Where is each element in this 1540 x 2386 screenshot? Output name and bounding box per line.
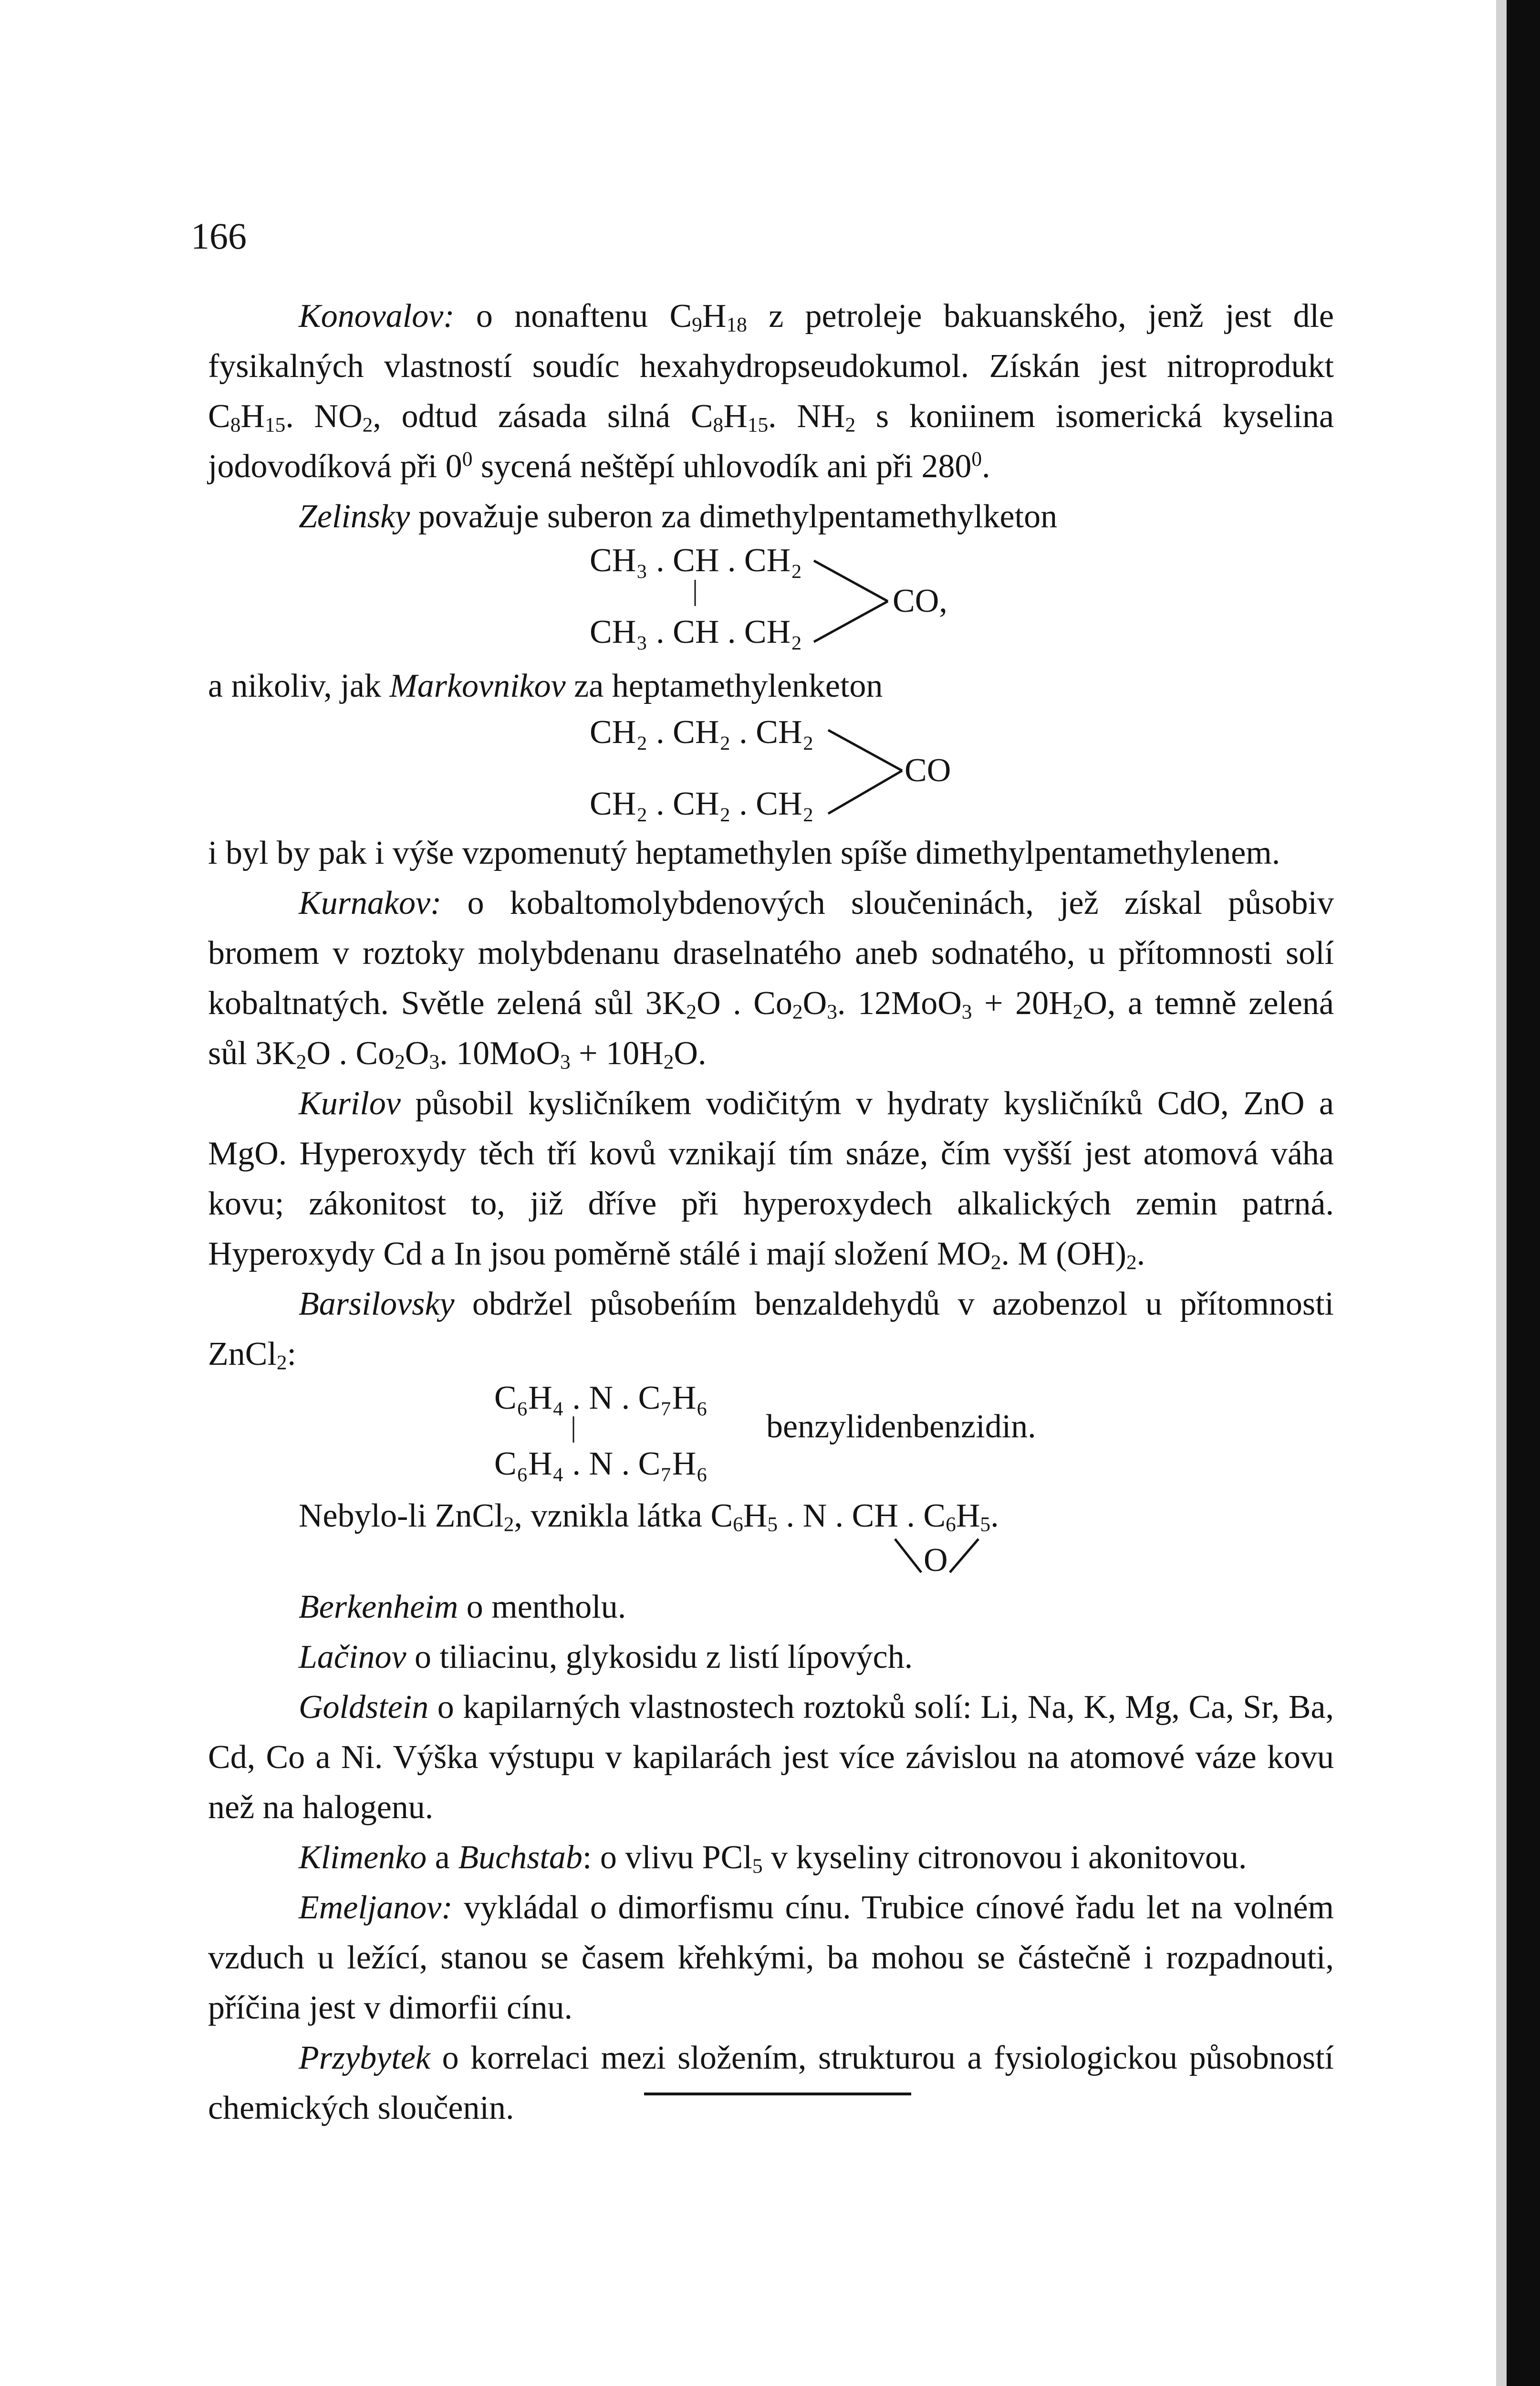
paragraph-emeljanov: Emeljanov: vykládal o dimorfismu cínu. Trubice cínové řadu let na volném vzduch u ležící, stanou se časem křehkými, ba mohou se částečně i rozpadnouti, příčina jest v dimorfii cínu. — [208, 1889, 1334, 2026]
author-markovnikov: Markovnikov — [389, 668, 566, 704]
paragraph-heptamethylen: i byl by pak i výše vzpomenutý heptamethylen spíše dimethylpentamethylenem. — [208, 835, 1280, 871]
paragraph-klimenko: Klimenko a Buchstab: o vlivu PCl$_5$ v kyseliny citronovou i akonitovou. — [299, 1839, 1247, 1878]
formula-oxide-line — [208, 1491, 1334, 1582]
paragraph-goldstein: Goldstein o kapilarných vlastnostech roztoků solí: Li, Na, K, Mg, Ca, Sr, Ba, Cd, Co a Ni. Výška výstupu v kapilarách jest více závislou na atomové váze kovu než na halogenu. — [208, 1689, 1334, 1826]
author-lacinov: Lačinov — [299, 1639, 406, 1675]
paragraph-zelinsky: Zelinsky považuje suberon za dimethylpentamethylketon — [299, 498, 1058, 535]
section-end-rule — [644, 2093, 911, 2095]
paragraph-lacinov: Lačinov o tiliacinu, glykosidu z listí lípových. — [299, 1639, 913, 1675]
author-konovalov: Konovalov: — [299, 298, 455, 335]
author-buchstab: Buchstab — [458, 1839, 583, 1876]
formula-line-bottom: CH₂ . CH₂ . CH₂ — [590, 785, 814, 822]
author-zelinsky: Zelinsky — [299, 498, 410, 535]
paragraph-kurilov: Kurilov působil kysličníkem vodičitým v hydraty kysličníků CdO, ZnO a MgO. Hyperoxydy těch tří kovů vznikají tím snáze, čím vyšší jest atomová váha kovu; zákonitost to, již dříve při hyperoxydech alkalických zemin patrná. Hyperoxydy Cd a In jsou poměrně stálé i mají složení $MO_2$. M $(OH)_2$. — [208, 1085, 1334, 1274]
formula-benzylidenbenzidin — [208, 1379, 1334, 1491]
paragraph-markovnikov: a nikoliv, jak Markovnikov za heptamethylenketon — [208, 668, 883, 704]
paragraph-kurnakov: Kurnakov: o kobaltomolybdenových sloučeninách, jež získal působiv bromem v roztoky molybdenanu draselnatého aneb sodnatého, u přítomnosti solí kobaltnatých. Světle zelená sůl $3K_2O$ . $Co_2O_3$. $12MoO_3 + 20H_2O$, a temně zelená sůl $3K_2O$ . $Co_2O_3$. $10MoO_3 + 10H_2O$. — [208, 885, 1334, 1074]
formula-dimethylpentamethylketon — [208, 542, 1334, 661]
bond-vertical: | — [571, 1411, 577, 1443]
author-emeljanov: Emeljanov: — [299, 1889, 453, 1926]
author-berkenheim: Berkenheim — [299, 1589, 458, 1625]
formula-line-top: C₆H₄ . N . C₇H₆ — [494, 1380, 708, 1416]
author-goldstein: Goldstein — [299, 1689, 429, 1726]
formula-line-bottom: C₆H₄ . N . C₇H₆ — [494, 1445, 708, 1482]
formula-heptamethylenketon — [208, 711, 1334, 828]
page-edge-shadow — [1496, 0, 1507, 2386]
author-przybytek: Przybytek — [299, 2040, 430, 2076]
formula-line-top: CH₃ . CH . CH₂ — [590, 542, 802, 579]
author-barsilovsky: Barsilovsky — [299, 1286, 455, 1322]
formula-line-top: CH₂ . CH₂ . CH₂ — [590, 714, 814, 751]
bond-vertical: | — [692, 575, 698, 606]
page-body — [208, 291, 1334, 2133]
formula-carbonyl: CO — [905, 752, 951, 789]
page-number: 166 — [191, 215, 247, 257]
paragraph-konovalov: Konovalov: o nonaftenu $C_9H_{18}$ z petroleje bakuanského, jenž jest dle fysikalných vlastností soudíc hexahydropseudokumol. Získán jest nitroprodukt $C_8H_{15}$. $NO_2$, odtud zásada silná $C_8H_{15}$. $NH_2$ s koniinem isomerická kyselina jodovodíková při $0^0$ sycená neštěpí uhlovodík ani při $280^0$. — [208, 298, 1334, 485]
author-kurnakov: Kurnakov: — [299, 885, 442, 921]
paragraph-barsilovsky: Barsilovsky obdržel působeńím benzaldehydů v azobenzol u přítomnosti ZnCl$_2$: — [208, 1286, 1334, 1374]
author-klimenko: Klimenko — [299, 1839, 427, 1876]
formula-line-bottom: CH₃ . CH . CH₂ — [590, 614, 802, 650]
scan-border — [1507, 0, 1540, 2386]
paragraph-przybytek: Przybytek o korrelaci mezi složením, strukturou a fysiologickou působností chemických sloučenin. — [208, 2040, 1334, 2126]
formula-carbonyl: CO, — [893, 583, 947, 619]
formula-label: benzylidenbenzidin. — [766, 1408, 1036, 1445]
paragraph-berkenheim: Berkenheim o mentholu. — [299, 1589, 626, 1625]
author-kurilov: Kurilov — [299, 1085, 401, 1122]
oxygen-bridge: O — [924, 1542, 948, 1579]
nebylo-line: Nebylo-li ZnCl$_2$, vznikla látka $C_6H_5$ . N . CH . $C_6H_5$. — [299, 1497, 999, 1536]
